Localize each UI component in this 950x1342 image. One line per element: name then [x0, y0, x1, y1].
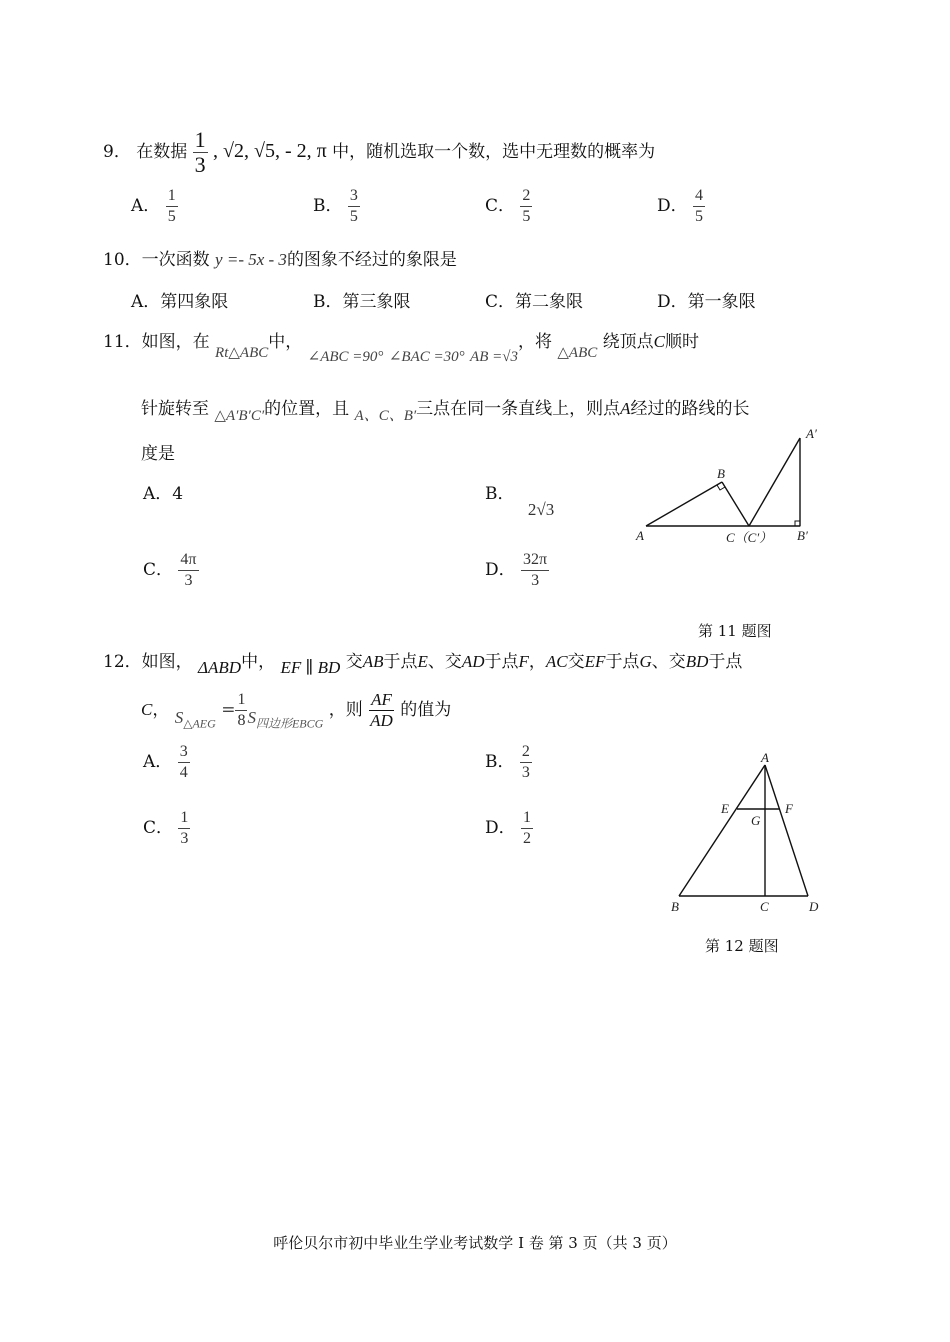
q10-stem: 10．一次函数 y =- 5x - 3的图象不经过的象限是: [103, 250, 457, 270]
q11-line-bc: [722, 482, 749, 526]
q11-figure: [630, 425, 840, 550]
q9-option-d[interactable]: D． $\frac{4}{5}$: [657, 187, 704, 225]
q11-label-a: A: [636, 528, 644, 543]
q11-label-b: B: [717, 466, 725, 481]
q11-stem-line1: 11．如图，在 Rt△ABC中， ∠ABC =90° ∠BAC =30° AB =√3，将 △ABC 绕顶点C顺时: [103, 332, 699, 365]
q12-option-b[interactable]: B． $\frac{2}{3}$: [485, 743, 530, 781]
q11-label-b2: B′: [797, 528, 808, 543]
q9-option-b[interactable]: B． $\frac{3}{5}$: [313, 187, 358, 225]
q10-formula: y =- 5x - 3: [215, 250, 287, 269]
q12-label-a: A: [761, 750, 769, 765]
q11-label-a2: A′: [806, 426, 817, 441]
q12-line-ab: [679, 765, 765, 896]
q11-right-angle-b2: [795, 521, 800, 526]
q10-option-b[interactable]: B．第三象限: [313, 292, 411, 312]
q12-option-c[interactable]: C． $\frac{1}{3}$: [143, 809, 189, 847]
q10-option-a[interactable]: A．第四象限: [131, 292, 229, 312]
q9-data-rest: , √2, √5, - 2, π: [213, 140, 327, 162]
q9-stem-b: 中，随机选取一个数，选中无理数的概率为: [332, 142, 656, 162]
q11-option-b[interactable]: B． 2√3: [485, 484, 555, 519]
q12-label-g: G: [751, 813, 761, 828]
q11-stem-line3: 度是: [141, 444, 175, 464]
q11-label-c: C（C′）: [726, 530, 773, 545]
q12-label-b: B: [671, 899, 679, 914]
q10-option-d[interactable]: D．第一象限: [657, 292, 756, 312]
q11-option-d[interactable]: D． $\frac{32\pi}{3}$: [485, 551, 548, 589]
q9-number: 9．: [103, 142, 131, 162]
q9-stem: [103, 128, 655, 177]
page-footer: 呼伦贝尔市初中毕业生学业考试数学 I 卷 第 3 页（共 3 页）: [273, 1234, 677, 1252]
q12-label-c: C: [760, 899, 769, 914]
q10-option-c[interactable]: C．第二象限: [485, 292, 584, 312]
q11-option-a[interactable]: A．4: [143, 484, 184, 504]
q12-stem-line2: C， $S_{\triangle AEG}$ = $\frac{1}{8}$ $S_{四边形EBCG}$ ，则 $\frac{AF}{AD}$ 的值为: [141, 690, 452, 731]
q11-option-c[interactable]: C． $\frac{4\pi}{3}$: [143, 551, 197, 589]
q11-caption: 第 11 题图: [698, 622, 772, 640]
q12-label-d: D: [809, 899, 819, 914]
q12-label-e: E: [721, 801, 729, 816]
q9-option-a[interactable]: A． $\frac{1}{5}$: [131, 187, 176, 225]
q11-stem-line2: 针旋转至 △A′B′C′的位置，且 A、C、B′三点在同一条直线上，则点A经过的路线的长: [141, 399, 750, 424]
q12-option-a[interactable]: A． $\frac{3}{4}$: [143, 743, 188, 781]
q12-line-ad: [765, 765, 808, 896]
q9-data-fraction: $\frac{1}{3}$: [194, 127, 206, 177]
q12-caption: 第 12 题图: [705, 937, 779, 955]
q12-stem-line1: 12．如图， ΔABD中， EF ∥ BD 交AB于点E、交AD于点F，AC交EF于点G、交BD于点: [103, 652, 743, 677]
q12-figure: [665, 745, 835, 920]
q9-stem-a: 在数据: [136, 142, 188, 162]
q12-option-d[interactable]: D． $\frac{1}{2}$: [485, 809, 532, 847]
q12-label-f: F: [785, 801, 793, 816]
q9-option-c[interactable]: C． $\frac{2}{5}$: [485, 187, 531, 225]
q11-line-ca2: [749, 438, 800, 526]
q11-line-ab: [646, 482, 722, 526]
